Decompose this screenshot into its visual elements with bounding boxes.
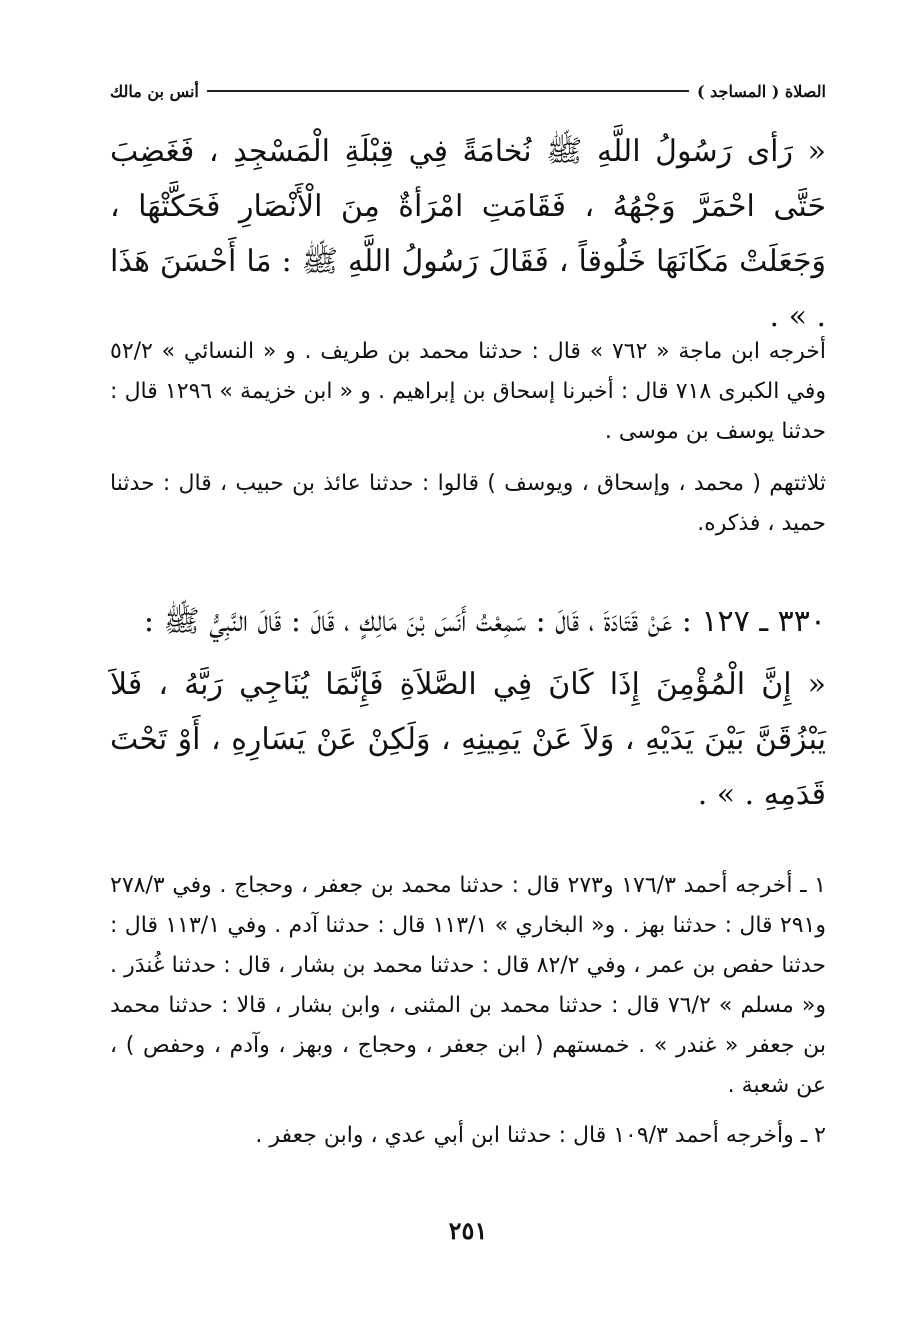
takhrij-329-block bbox=[110, 332, 826, 544]
takhrij-330-paragraph-2: ٢ ـ وأخرجه أحمد ١٠٩/٣ قال : حدثنا ابن أبي عدي ، وابن جعفر . bbox=[255, 1123, 826, 1148]
takhrij-329-paragraph-1: أخرجه ابن ماجة « ٧٦٢ » قال : حدثنا محمد بن طريف . و « النسائي » ٥٢/٢ وفي الكبرى ٧١٨ قال : أخبرنا إسحاق بن إبراهيم . و « ابن خزيمة » ١٢٩٦ قال : حدثنا يوسف بن موسى . bbox=[110, 339, 827, 444]
running-header bbox=[110, 76, 826, 106]
takhrij-330-paragraph-1: ١ ـ أخرجه أحمد ١٧٦/٣ و٢٧٣ قال : حدثنا محمد بن جعفر ، وحجاج . وفي ٢٧٨/٣ و٢٩١ قال : حدثنا بهز . و« البخاري » ١١٣/١ قال : حدثنا آدم . وفي ١١٣/١ قال : حدثنا حفص بن عمر ، وفي ٨٢/٢ قال : حدثنا محمد بن بشار ، قال : حدثنا غُندَر . و« مسلم » ٧٦/٢ قال : حدثنا محمد بن المثنى ، وابن بشار ، قالا : حدثنا محمد بن جعفر « غندر » . خمستهم ( ابن جعفر ، وحجاج ، وبهز ، وآدم ، وحفص ) ، عن شعبة . bbox=[110, 873, 827, 1098]
chapter-title: الصلاة ( المساجد ) bbox=[697, 81, 826, 101]
hadith-329-block bbox=[110, 124, 826, 344]
narrator-name: أنس بن مالك bbox=[110, 81, 199, 101]
page-number: ٢٥١ bbox=[448, 1216, 488, 1245]
takhrij-329-paragraph-2: ثلاثتهم ( محمد ، وإسحاق ، ويوسف ) قالوا : حدثنا عائذ بن حبيب ، قال : حدثنا حميد ، فذكره. bbox=[110, 471, 826, 536]
hadith-329-text: « رَأى رَسُولُ اللَّهِ ﷺ نُخامَةً فِي قِبْلَةِ الْمَسْجِدِ ، فَغَضِبَ حَتَّى احْمَرَّ وَجْهُهُ ، فَقَامَتِ امْرَأةٌ مِنَ الْأَنْصَارِ فَحَكَّتْهَا ، وَجَعَلَتْ مَكَانَهَا خَلُوقاً ، فَقَالَ رَسُولُ اللَّهِ ﷺ : مَا أَحْسَنَ هَذَا . » . bbox=[110, 134, 826, 334]
hadith-330-block bbox=[110, 594, 826, 822]
hadith-330-text: « إِنَّ الْمُؤْمِنَ إِذَا كَانَ فِي الصَّلاَةِ فَإِنَّمَا يُنَاجِي رَبَّهُ ، فَلاَ يَبْزُقَنَّ بَيْنَ يَدَيْهِ ، وَلاَ عَنْ يَمِينِهِ ، وَلَكِنْ عَنْ يَسَارِهِ ، أَوْ تَحْتَ قَدَمِهِ . » . bbox=[110, 667, 826, 812]
book-page bbox=[110, 76, 826, 1296]
header-rule bbox=[207, 90, 689, 92]
hadith-330-isnad: ٣٣٠ ـ ١٢٧ : عَنْ قَتَادَةَ ، قَالَ : سَمِعْتُ أَنَسَ بْنَ مَالِكٍ ، قَالَ : قَالَ النَّبِيُّ ﷺ : bbox=[143, 604, 826, 639]
takhrij-330-block bbox=[110, 866, 826, 1156]
